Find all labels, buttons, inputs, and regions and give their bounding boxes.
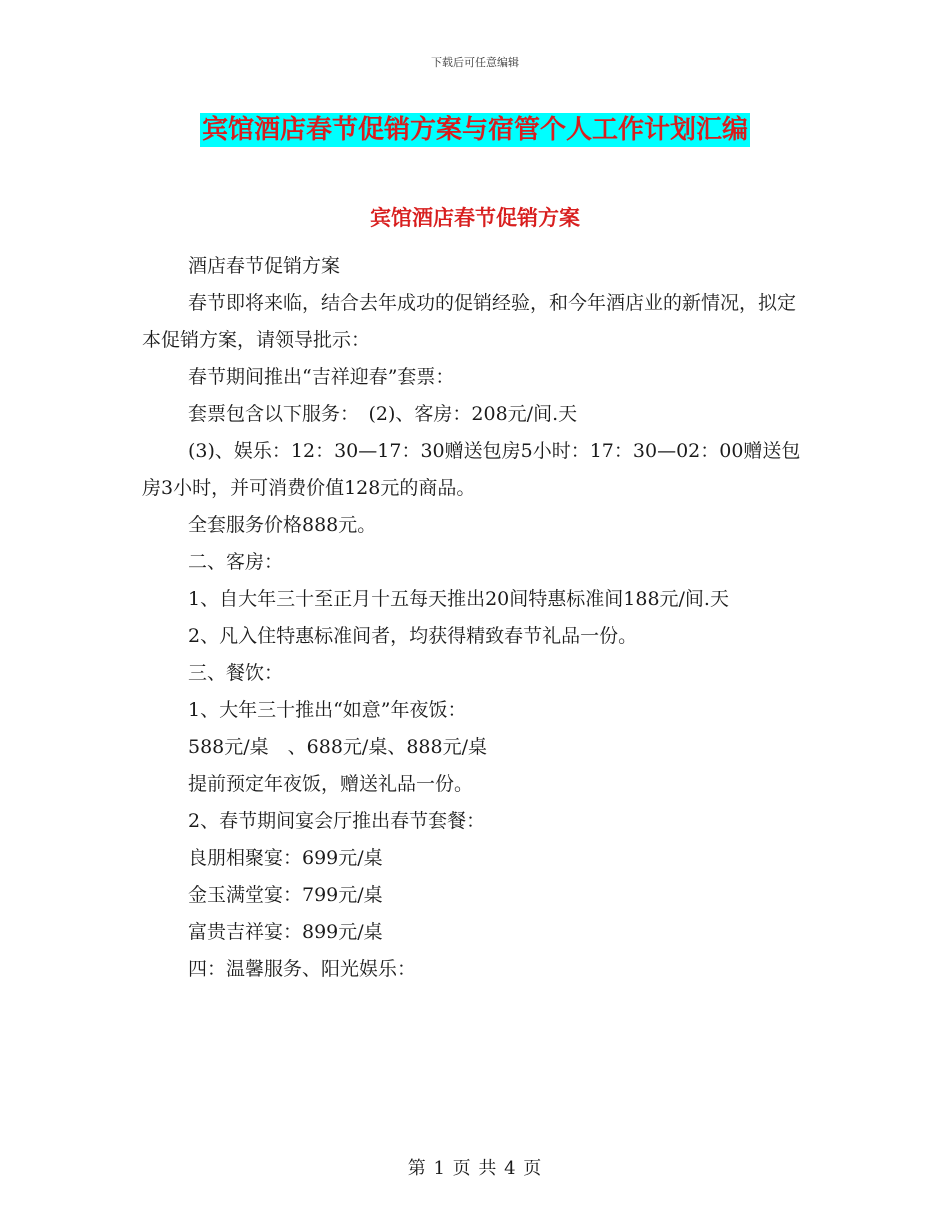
paragraph: (3)、娱乐：12：30—17：30赠送包房5小时：17：30—02：00赠送包房3小时，并可消费价值128元的商品。 bbox=[142, 440, 801, 499]
document-title-container bbox=[0, 113, 950, 147]
paragraph: 春节即将来临，结合去年成功的促销经验，和今年酒店业的新情况，拟定本促销方案，请领导批示： bbox=[142, 292, 797, 351]
paragraph: 四：温馨服务、阳光娱乐： bbox=[188, 958, 417, 980]
document-title: 宾馆酒店春节促销方案与宿管个人工作计划汇编 bbox=[201, 115, 748, 145]
header-note: 下载后可任意编辑 bbox=[431, 56, 519, 69]
paragraph: 金玉满堂宴：799元/桌 bbox=[188, 884, 383, 906]
paragraph: 588元/桌 、688元/桌、888元/桌 bbox=[188, 736, 488, 758]
paragraph: 提前预定年夜饭，赠送礼品一份。 bbox=[188, 773, 474, 795]
document-body bbox=[142, 248, 810, 988]
paragraph: 春节期间推出“吉祥迎春”套票： bbox=[188, 366, 455, 388]
paragraph: 套票包含以下服务： (2)、客房：208元/间.天 bbox=[188, 403, 578, 425]
paragraph: 酒店春节促销方案 bbox=[188, 255, 341, 277]
paragraph: 二、客房： bbox=[188, 551, 284, 573]
paragraph: 1、自大年三十至正月十五每天推出20间特惠标准间188元/间.天 bbox=[188, 588, 729, 610]
paragraph: 2、春节期间宴会厅推出春节套餐： bbox=[188, 810, 486, 832]
paragraph: 全套服务价格888元。 bbox=[188, 514, 377, 536]
page-footer: 第 1 页 共 4 页 bbox=[407, 1158, 543, 1179]
paragraph: 三、餐饮： bbox=[188, 662, 284, 684]
paragraph: 良朋相聚宴：699元/桌 bbox=[188, 847, 383, 869]
section-title: 宾馆酒店春节促销方案 bbox=[370, 205, 580, 230]
paragraph: 2、凡入住特惠标准间者，均获得精致春节礼品一份。 bbox=[188, 625, 638, 647]
paragraph: 1、大年三十推出“如意”年夜饭： bbox=[188, 699, 467, 721]
paragraph: 富贵吉祥宴：899元/桌 bbox=[188, 921, 383, 943]
